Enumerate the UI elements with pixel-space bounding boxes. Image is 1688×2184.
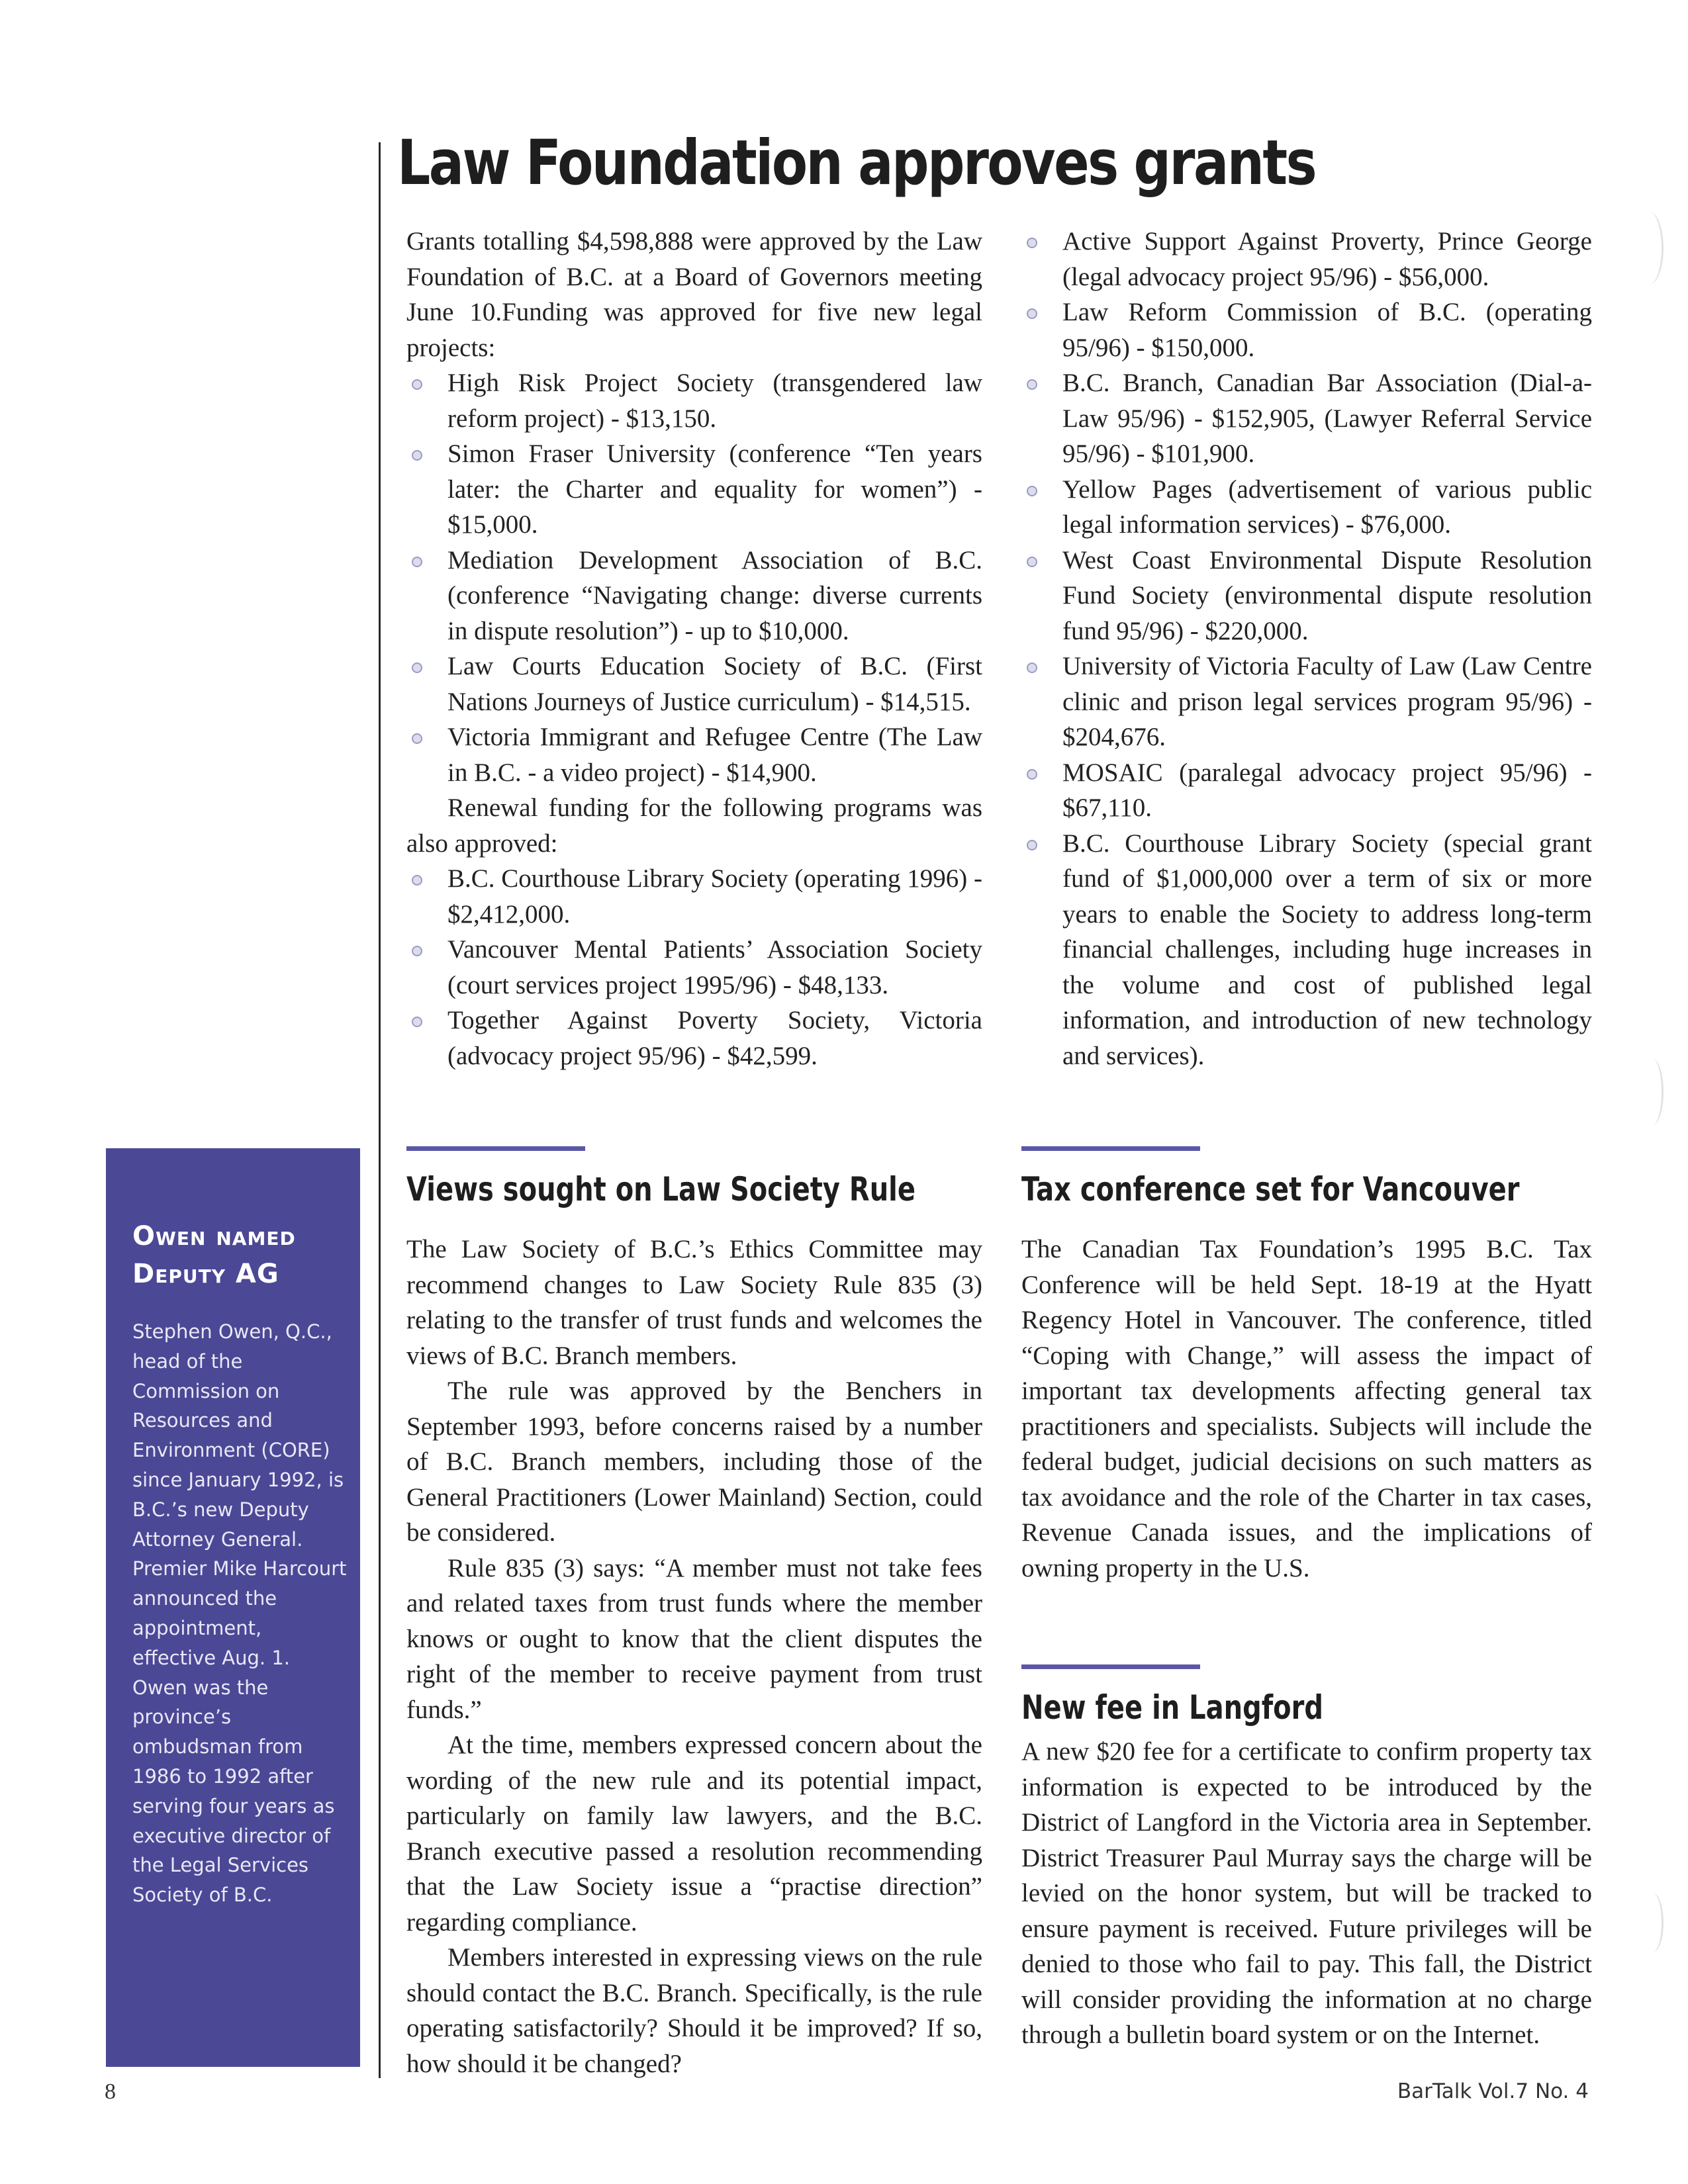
list-item: Law Courts Education Society of B.C. (First Nations Journeys of Justice curriculum) - $14,515.: [406, 649, 982, 719]
list-item: Mediation Development Association of B.C. (conference “Navigating change: diverse currents in dispute resolution”) - up to $10,000.: [406, 543, 982, 649]
renewal-intro: Renewal funding for the following programs was also approved:: [406, 794, 982, 858]
article-column-right: [1021, 224, 1592, 1073]
sidebar-title-line: Owen named: [132, 1221, 296, 1251]
list-item: University of Victoria Faculty of Law (Law Centre clinic and prison legal services program 95/96) - $204,676.: [1021, 649, 1592, 755]
section-rule: [1021, 1664, 1200, 1669]
new-projects-list: [406, 365, 982, 790]
tax-column: [1021, 1232, 1592, 1586]
paragraph: Members interested in expressing views on the rule should contact the B.C. Branch. Specifically, is the rule operating satisfactorily? Should it be improved? If so, how should it be changed?: [406, 1943, 982, 2078]
list-item: B.C. Courthouse Library Society (operating 1996) - $2,412,000.: [406, 861, 982, 932]
section-title: Tax conference set for Vancouver: [1021, 1170, 1520, 1208]
list-item: Vancouver Mental Patients’ Association Society (court services project 1995/96) - $48,133.: [406, 932, 982, 1003]
column-divider: [379, 142, 381, 2078]
paragraph: At the time, members expressed concern about the wording of the new rule and its potential impact, particularly on family law lawyers, and the B.C. Branch executive passed a resolution recommending that the Law Society issue a “practise direction” regarding compliance.: [406, 1731, 982, 1936]
section-rule: [406, 1146, 585, 1151]
paragraph: A new $20 fee for a certificate to confirm property tax information is expected to be introduced by the District of Langford in the Victoria area in September. District Treasurer Paul Murray says the charge will be levied on the honor system, but will be tracked to ensure payment is received. Future privileges will be denied to those who fail to pay. This fall, the District will consider providing the information at no charge through a bulletin board system or on the Internet.: [1021, 1737, 1592, 2049]
page-edge-mark: [1642, 1893, 1664, 1952]
list-item: Law Reform Commission of B.C. (operating 95/96) - $150,000.: [1021, 295, 1592, 365]
paragraph: The rule was approved by the Benchers in September 1993, before concerns raised by a number of B.C. Branch members, including those of the General Practitioners (Lower Mainland) Section, could be considered.: [406, 1377, 982, 1547]
list-item: West Coast Environmental Dispute Resolution Fund Society (environmental dispute resolution fund 95/96) - $220,000.: [1021, 543, 1592, 649]
list-item: B.C. Courthouse Library Society (special grant fund of $1,000,000 over a term of six or more years to enable the Society to address long-term financial challenges, including huge increases in the volume and cost of published legal information, and introduction of new technology and services).: [1021, 826, 1592, 1074]
list-item: Active Support Against Proverty, Prince George (legal advocacy project 95/96) - $56,000.: [1021, 224, 1592, 295]
langford-column: [1021, 1734, 1592, 2053]
headline: Law Foundation approves grants: [397, 127, 1316, 199]
sidebar-title: [132, 1218, 350, 1293]
list-item: Victoria Immigrant and Refugee Centre (The Law in B.C. - a video project) - $14,900.: [406, 719, 982, 790]
section-title: Views sought on Law Society Rule: [406, 1170, 916, 1208]
list-item: MOSAIC (paralegal advocacy project 95/96) - $67,110.: [1021, 755, 1592, 826]
renewal-programs-list-cont: [1021, 224, 1592, 1073]
sidebar-title-line: Deputy AG: [132, 1259, 279, 1289]
section-title: New fee in Langford: [1021, 1688, 1324, 1727]
paragraph: Rule 835 (3) says: “A member must not take fees and related taxes from trust funds where the member knows or ought to know that the client disputes the right of the member to receive payment from trust funds.”: [406, 1553, 982, 1724]
list-item: High Risk Project Society (transgendered law reform project) - $13,150.: [406, 365, 982, 436]
list-item: Simon Fraser University (conference “Ten years later: the Charter and equality for women”) - $15,000.: [406, 436, 982, 543]
page-number: 8: [105, 2079, 116, 2104]
list-item: Yellow Pages (advertisement of various public legal information services) - $76,000.: [1021, 472, 1592, 543]
list-item: B.C. Branch, Canadian Bar Association (Dial-a-Law 95/96) - $152,905, (Lawyer Referral Service 95/96) - $101,900.: [1021, 365, 1592, 472]
views-column: [406, 1232, 982, 2081]
page-edge-mark: [1635, 212, 1664, 285]
paragraph: The Canadian Tax Foundation’s 1995 B.C. Tax Conference will be held Sept. 18-19 at the Hyatt Regency Hotel in Vancouver. The conference, titled “Coping with Change,” will assess the impact of important tax developments affecting general tax practitioners and specialists. Subjects will include the federal budget, judicial decisions on such matters as tax avoidance and the role of the Charter in tax cases, Revenue Canada issues, and the implications of owning property in the U.S.: [1021, 1235, 1592, 1582]
publication-name: BarTalk Vol.7 No. 4: [1397, 2079, 1589, 2103]
article-column-left: [406, 224, 982, 1073]
renewal-programs-list: [406, 861, 982, 1073]
section-rule: [1021, 1146, 1200, 1151]
page-edge-mark: [1642, 1059, 1664, 1125]
sidebar-box: [106, 1148, 360, 2067]
paragraph: The Law Society of B.C.’s Ethics Committee may recommend changes to Law Society Rule 835 (3) relating to the transfer of trust funds and welcomes the views of B.C. Branch members.: [406, 1235, 982, 1370]
list-item: Together Against Poverty Society, Victoria (advocacy project 95/96) - $42,599.: [406, 1003, 982, 1073]
sidebar-body: Stephen Owen, Q.C., head of the Commission on Resources and Environment (CORE) since January 1992, is B.C.’s new Deputy Attorney General. Premier Mike Harcourt announced the appointment, effective Aug. 1. Owen was the province’s ombudsman from 1986 to 1992 after serving four years as executive director of the Legal Services Society of B.C.: [132, 1320, 347, 1907]
article-intro: Grants totalling $4,598,888 were approved by the Law Foundation of B.C. at a Board of Governors meeting June 10.Funding was approved for five new legal projects:: [406, 227, 982, 362]
